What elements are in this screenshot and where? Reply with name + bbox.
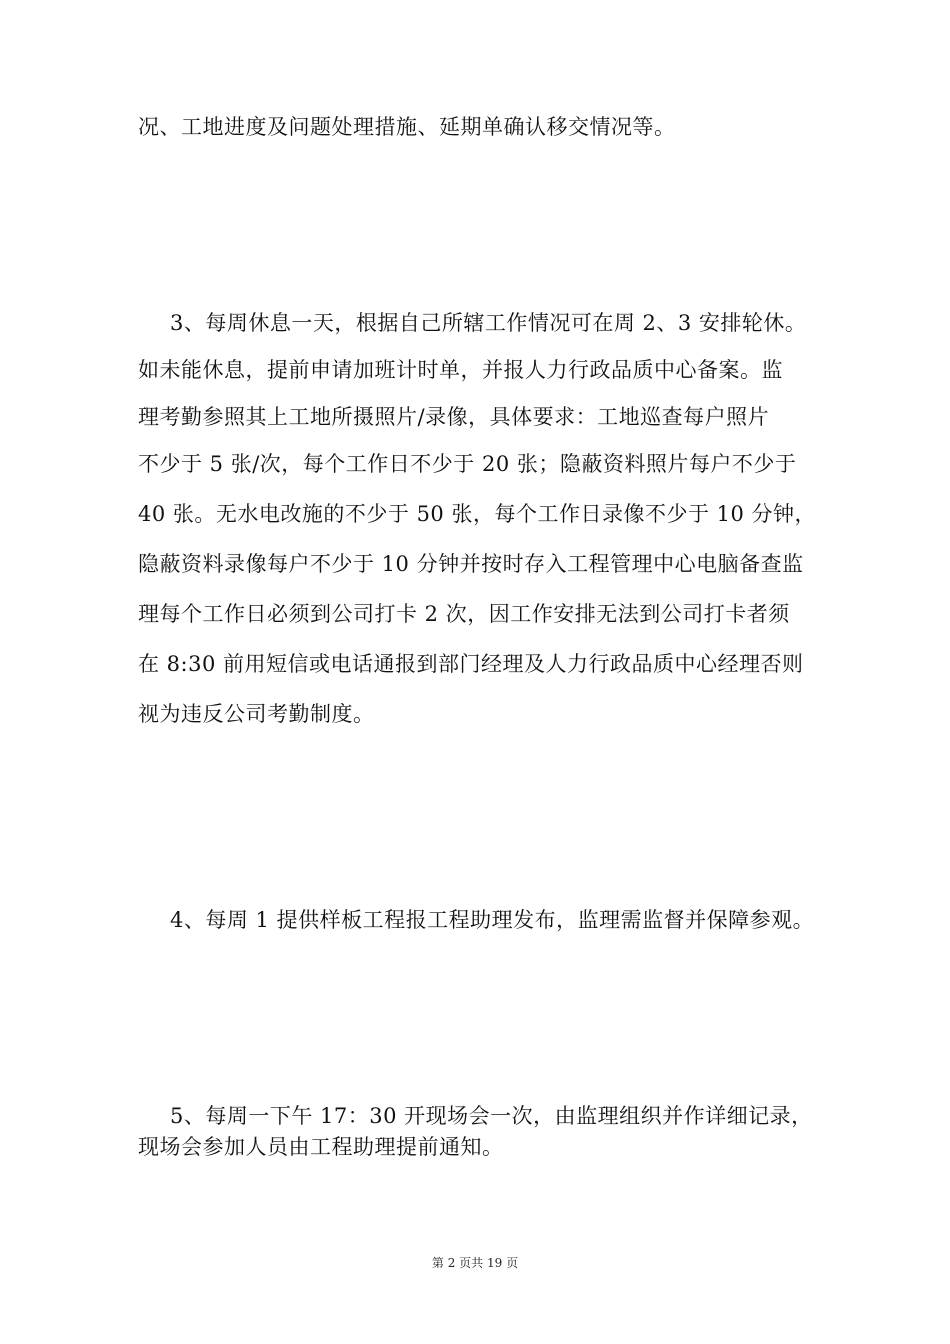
paragraph-line: 况、工地进度及问题处理措施、延期单确认移交情况等。: [138, 115, 676, 139]
paragraph-line: 视为违反公司考勤制度。: [138, 702, 375, 726]
paragraph-line: 不少于 5 张/次，每个工作日不少于 20 张；隐蔽资料照片每户不少于: [138, 452, 797, 476]
paragraph-line: 4、每周 1 提供样板工程报工程助理发布，监理需监督并保障参观。: [170, 908, 815, 932]
paragraph-line: 40 张。无水电改施的不少于 50 张，每个工作日录像不少于 10 分钟，: [138, 502, 817, 526]
paragraph-line: 3、每周休息一天，根据自己所辖工作情况可在周 2、3 安排轮休。: [170, 311, 807, 335]
page-footer: 第 2 页共 19 页: [431, 1256, 519, 1270]
paragraph-line: 隐蔽资料录像每户不少于 10 分钟并按时存入工程管理中心电脑备查监: [138, 552, 804, 576]
paragraph-line: 理每个工作日必须到公司打卡 2 次，因工作安排无法到公司打卡者须: [138, 602, 790, 626]
paragraph-line: 在 8:30 前用短信或电话通报到部门经理及人力行政品质中心经理否则: [138, 652, 804, 676]
paragraph-line: 5、每周一下午 17：30 开现场会一次，由监理组织并作详细记录，: [170, 1104, 813, 1128]
paragraph-line: 如未能休息，提前申请加班计时单，并报人力行政品质中心备案。监: [138, 358, 783, 382]
paragraph-line: 理考勤参照其上工地所摄照片/录像，具体要求：工地巡查每户照片: [138, 405, 770, 429]
paragraph-line: 现场会参加人员由工程助理提前通知。: [138, 1135, 504, 1159]
